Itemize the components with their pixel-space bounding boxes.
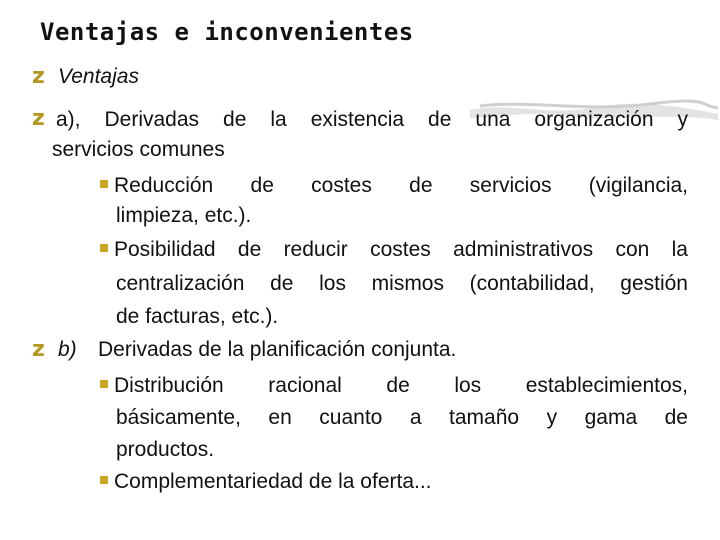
square-bullet-icon: [100, 476, 108, 484]
subitem-complementariedad: [100, 468, 432, 496]
section-label-ventajas: Ventajas: [58, 65, 139, 88]
item-b-prefix: b): [58, 338, 77, 361]
square-bullet-icon: [100, 380, 108, 388]
item-a-line1: a), Derivadas de la existencia de una organización y: [56, 108, 688, 131]
item-a-line2: servicios comunes: [52, 138, 225, 161]
square-bullet-icon: [100, 180, 108, 188]
bullet-z-icon: z: [32, 337, 45, 362]
subitem-reduccion-line2: limpieza, etc.).: [116, 204, 252, 227]
subitem-posibilidad-text: Posibilidad de reducir costes administrativos con la: [114, 238, 688, 261]
subitem-distribucion-line1: [100, 372, 688, 400]
subitem-distribucion-text: Distribución racional de los establecimientos,: [114, 374, 688, 397]
bullet-z-icon: z: [32, 64, 45, 89]
subitem-reduccion-text: Reducción de costes de servicios (vigilancia,: [114, 174, 688, 197]
subitem-distribucion-line3: productos.: [116, 438, 215, 461]
subitem-posibilidad-line1: [100, 236, 688, 264]
slide-title: Ventajas e inconvenientes: [40, 18, 414, 46]
item-b-text: Derivadas de la planificación conjunta.: [98, 338, 457, 361]
square-bullet-icon: [100, 244, 108, 252]
subitem-posibilidad-line2: centralización de los mismos (contabilidad, gestión: [116, 272, 688, 295]
subitem-reduccion-line1: [100, 172, 688, 200]
subitem-complementariedad-text: Complementariedad de la oferta...: [114, 470, 432, 493]
subitem-distribucion-line2: básicamente, en cuanto a tamaño y gama de: [116, 406, 688, 429]
subitem-posibilidad-line3: de facturas, etc.).: [116, 305, 279, 328]
bullet-z-icon: z: [32, 106, 45, 131]
